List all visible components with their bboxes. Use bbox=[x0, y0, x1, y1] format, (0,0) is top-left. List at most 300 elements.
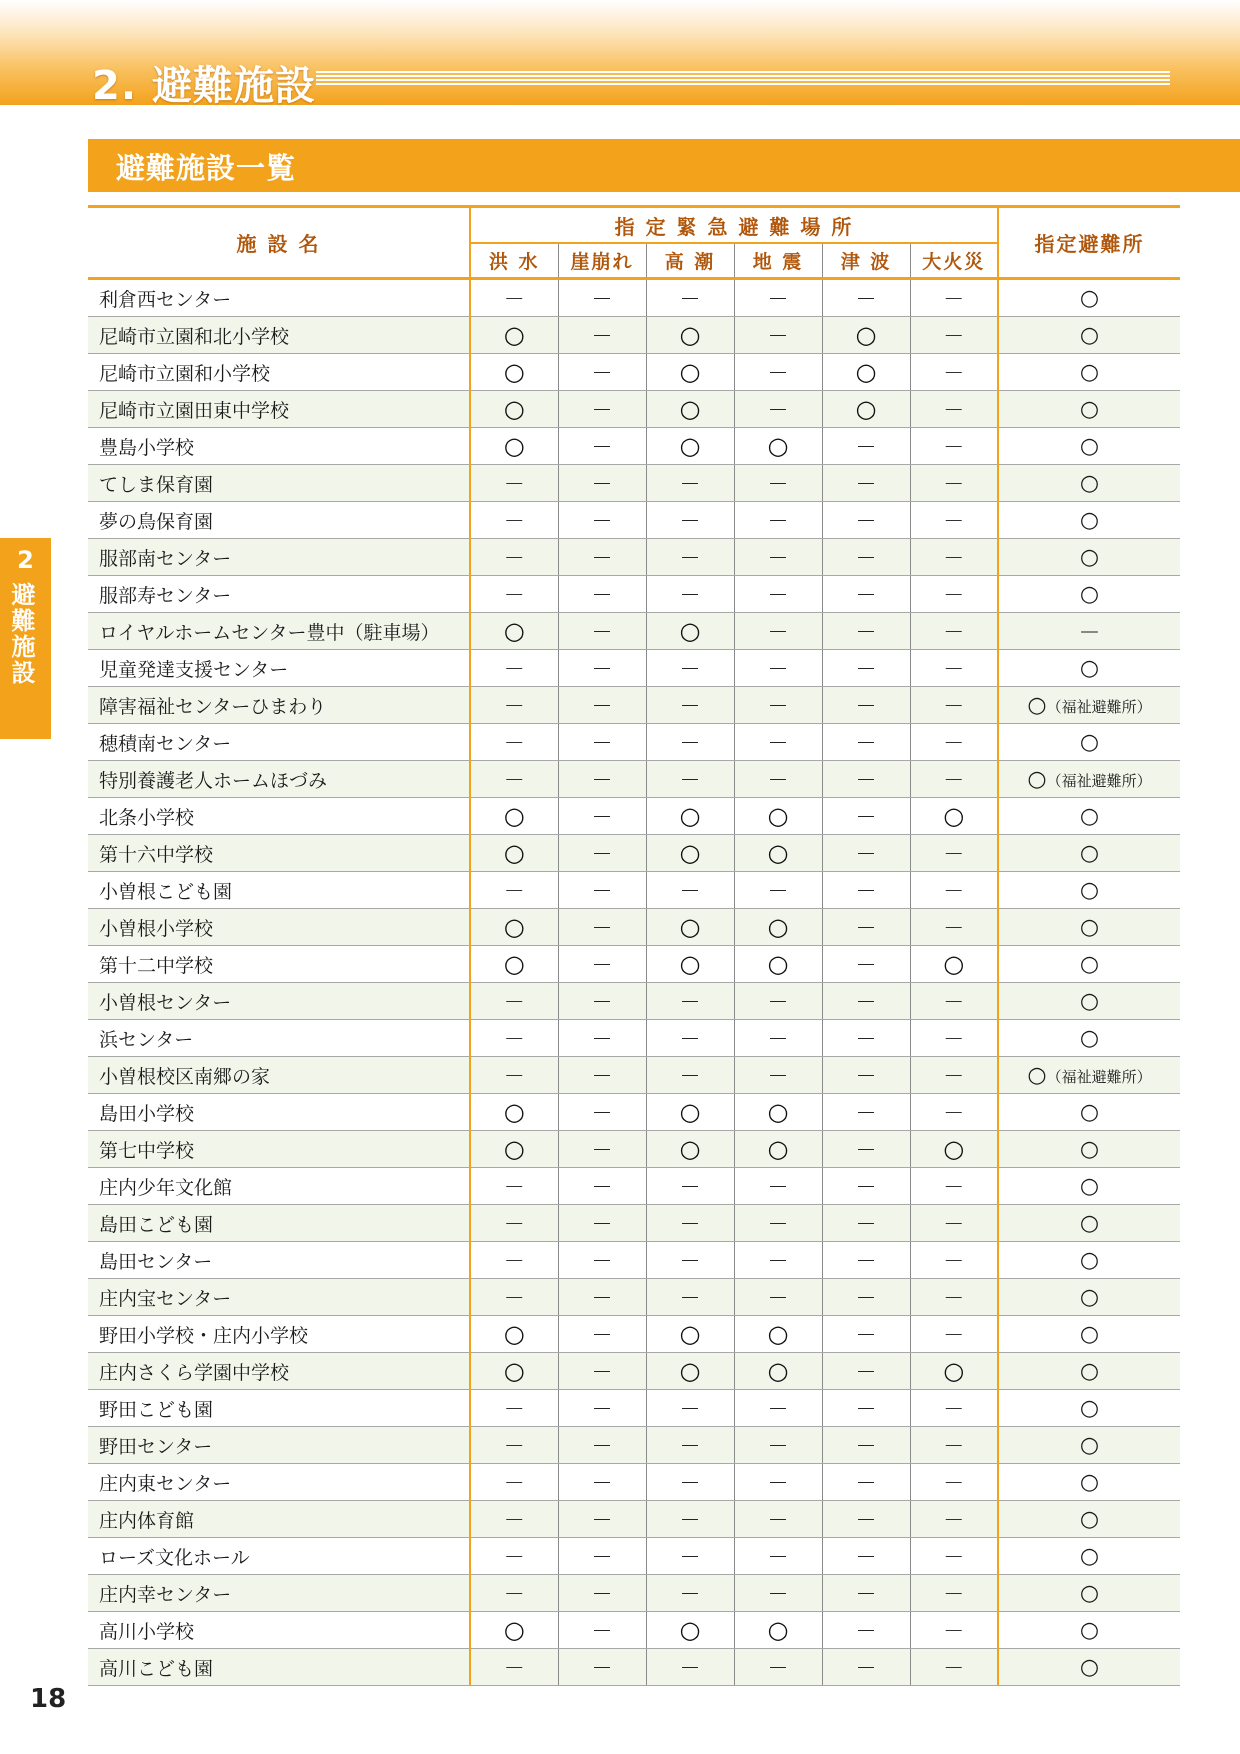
table-row bbox=[88, 909, 1180, 946]
chapter-label: 避難施設 bbox=[7, 582, 35, 686]
designated-symbol: ○ bbox=[1079, 1469, 1100, 1495]
designated-shelter-mark bbox=[998, 798, 1180, 835]
hazard-mark: － bbox=[822, 835, 910, 872]
designated-symbol: ○ bbox=[1079, 1136, 1100, 1162]
hazard-mark: － bbox=[470, 1427, 558, 1464]
hazard-mark: ○ bbox=[470, 428, 558, 465]
hazard-mark: ○ bbox=[646, 391, 734, 428]
hazard-mark: － bbox=[470, 872, 558, 909]
designated-symbol: ○ bbox=[1079, 1321, 1100, 1347]
table-row bbox=[88, 1205, 1180, 1242]
designated-shelter-mark bbox=[998, 1094, 1180, 1131]
hazard-mark: － bbox=[734, 539, 822, 576]
hazard-mark: － bbox=[734, 1649, 822, 1686]
hazard-header: 大火災 bbox=[910, 243, 998, 279]
hazard-mark: － bbox=[558, 1575, 646, 1612]
hazard-header: 津 波 bbox=[822, 243, 910, 279]
hazard-mark: ○ bbox=[646, 946, 734, 983]
facility-name: 小曽根校区南郷の家 bbox=[88, 1057, 470, 1094]
designated-symbol: ○ bbox=[1079, 1025, 1100, 1051]
hazard-mark: － bbox=[734, 391, 822, 428]
hazard-mark: － bbox=[646, 279, 734, 317]
hazard-mark: － bbox=[734, 1057, 822, 1094]
table-row bbox=[88, 428, 1180, 465]
hazard-mark: ○ bbox=[646, 354, 734, 391]
hazard-mark: － bbox=[558, 1390, 646, 1427]
hazard-mark: － bbox=[822, 465, 910, 502]
hazard-mark: ○ bbox=[646, 317, 734, 354]
hazard-mark: － bbox=[822, 1242, 910, 1279]
hazard-mark: － bbox=[734, 1168, 822, 1205]
facility-name: 服部南センター bbox=[88, 539, 470, 576]
facility-name: 庄内幸センター bbox=[88, 1575, 470, 1612]
hazard-mark: － bbox=[734, 576, 822, 613]
hazard-mark: － bbox=[910, 650, 998, 687]
hazard-mark: ○ bbox=[470, 835, 558, 872]
hazard-mark: － bbox=[910, 761, 998, 798]
table-row bbox=[88, 1427, 1180, 1464]
hazard-mark: － bbox=[646, 983, 734, 1020]
table-row bbox=[88, 1242, 1180, 1279]
hazard-mark: ○ bbox=[734, 798, 822, 835]
table-row bbox=[88, 1057, 1180, 1094]
hazard-mark: ○ bbox=[646, 798, 734, 835]
designated-shelter-mark bbox=[998, 1205, 1180, 1242]
hazard-header: 洪 水 bbox=[470, 243, 558, 279]
table-row bbox=[88, 354, 1180, 391]
hazard-mark: － bbox=[822, 983, 910, 1020]
hazard-mark: － bbox=[646, 687, 734, 724]
hazard-mark: － bbox=[822, 279, 910, 317]
hazard-mark: － bbox=[734, 354, 822, 391]
hazard-mark: － bbox=[910, 1168, 998, 1205]
hazard-mark: － bbox=[822, 1390, 910, 1427]
hazard-mark: ○ bbox=[470, 613, 558, 650]
designated-symbol: ○ bbox=[1079, 914, 1100, 940]
hazard-mark: － bbox=[910, 1279, 998, 1316]
designated-symbol: ○ bbox=[1079, 1358, 1100, 1384]
hazard-mark: － bbox=[558, 946, 646, 983]
hazard-mark: ○ bbox=[470, 946, 558, 983]
emergency-area-header: 指 定 緊 急 避 難 場 所 bbox=[470, 207, 998, 244]
table-row bbox=[88, 613, 1180, 650]
hazard-mark: － bbox=[470, 1020, 558, 1057]
hazard-mark: ○ bbox=[822, 354, 910, 391]
designated-shelter-mark bbox=[998, 872, 1180, 909]
hazard-mark: － bbox=[558, 1427, 646, 1464]
hazard-mark: － bbox=[470, 465, 558, 502]
hazard-mark: － bbox=[646, 872, 734, 909]
hazard-mark: ○ bbox=[646, 909, 734, 946]
facility-name: 服部寿センター bbox=[88, 576, 470, 613]
hazard-mark: ○ bbox=[646, 1131, 734, 1168]
hazard-mark: － bbox=[646, 1575, 734, 1612]
hazard-header: 地 震 bbox=[734, 243, 822, 279]
designated-symbol: ○ bbox=[1079, 433, 1100, 459]
hazard-mark: － bbox=[646, 1242, 734, 1279]
hazard-mark: － bbox=[558, 1612, 646, 1649]
hazard-mark: ○ bbox=[470, 1612, 558, 1649]
designated-shelter-mark bbox=[998, 539, 1180, 576]
facility-name: てしま保育園 bbox=[88, 465, 470, 502]
hazard-mark: － bbox=[470, 1242, 558, 1279]
hazard-mark: － bbox=[558, 1353, 646, 1390]
hazard-mark: － bbox=[470, 650, 558, 687]
hazard-mark: － bbox=[558, 1168, 646, 1205]
designated-shelter-mark bbox=[998, 1353, 1180, 1390]
hazard-mark: － bbox=[822, 428, 910, 465]
hazard-mark: ○ bbox=[646, 1094, 734, 1131]
hazard-mark: － bbox=[558, 1205, 646, 1242]
designated-shelter-mark bbox=[998, 650, 1180, 687]
facility-name: 高川小学校 bbox=[88, 1612, 470, 1649]
facility-name: 野田小学校・庄内小学校 bbox=[88, 1316, 470, 1353]
table-row bbox=[88, 279, 1180, 317]
hazard-mark: ○ bbox=[470, 1094, 558, 1131]
hazard-mark: － bbox=[646, 1390, 734, 1427]
hazard-mark: － bbox=[734, 502, 822, 539]
hazard-mark: － bbox=[558, 1057, 646, 1094]
hazard-mark: － bbox=[470, 1057, 558, 1094]
hazard-mark: － bbox=[822, 1094, 910, 1131]
hazard-mark: － bbox=[470, 539, 558, 576]
hazard-mark: － bbox=[558, 613, 646, 650]
hazard-mark: － bbox=[470, 983, 558, 1020]
hazard-mark: － bbox=[558, 428, 646, 465]
hazard-mark: － bbox=[646, 1020, 734, 1057]
facility-name: 障害福祉センターひまわり bbox=[88, 687, 470, 724]
facility-name: 高川こども園 bbox=[88, 1649, 470, 1686]
hazard-mark: － bbox=[910, 1242, 998, 1279]
hazard-mark: － bbox=[558, 724, 646, 761]
hazard-mark: ○ bbox=[646, 1612, 734, 1649]
hazard-mark: － bbox=[822, 1168, 910, 1205]
designated-shelter-mark bbox=[998, 391, 1180, 428]
hazard-mark: － bbox=[470, 576, 558, 613]
hazard-mark: － bbox=[910, 354, 998, 391]
hazard-mark: － bbox=[470, 724, 558, 761]
hazard-mark: － bbox=[734, 761, 822, 798]
designated-symbol: － bbox=[1078, 620, 1101, 646]
hazard-mark: － bbox=[470, 761, 558, 798]
title-rule bbox=[316, 71, 1170, 87]
facility-name: 庄内少年文化館 bbox=[88, 1168, 470, 1205]
designated-symbol: ○ bbox=[1079, 322, 1100, 348]
designated-symbol: ○ bbox=[1079, 581, 1100, 607]
hazard-mark: ○ bbox=[646, 1316, 734, 1353]
hazard-mark: － bbox=[910, 465, 998, 502]
hazard-mark: － bbox=[558, 798, 646, 835]
hazard-mark: － bbox=[558, 1020, 646, 1057]
hazard-mark: － bbox=[822, 1205, 910, 1242]
designated-symbol: ○ bbox=[1079, 470, 1100, 496]
table-row bbox=[88, 1316, 1180, 1353]
hazard-mark: ○ bbox=[470, 391, 558, 428]
table-row bbox=[88, 1279, 1180, 1316]
hazard-mark: － bbox=[646, 539, 734, 576]
hazard-mark: － bbox=[646, 724, 734, 761]
hazard-mark: － bbox=[558, 1094, 646, 1131]
facility-name-header: 施 設 名 bbox=[88, 207, 470, 279]
facility-name: 北条小学校 bbox=[88, 798, 470, 835]
hazard-mark: － bbox=[910, 687, 998, 724]
hazard-mark: － bbox=[822, 576, 910, 613]
facility-name: 利倉西センター bbox=[88, 279, 470, 317]
hazard-mark: － bbox=[910, 1649, 998, 1686]
hazard-mark: － bbox=[910, 724, 998, 761]
facility-name: 尼崎市立園和北小学校 bbox=[88, 317, 470, 354]
designated-shelter-mark bbox=[998, 279, 1180, 317]
hazard-mark: － bbox=[558, 1501, 646, 1538]
designated-shelter-mark bbox=[998, 1279, 1180, 1316]
hazard-mark: － bbox=[822, 724, 910, 761]
hazard-mark: － bbox=[558, 317, 646, 354]
hazard-mark: － bbox=[558, 279, 646, 317]
table-row bbox=[88, 391, 1180, 428]
hazard-mark: － bbox=[822, 761, 910, 798]
hazard-mark: － bbox=[470, 1464, 558, 1501]
hazard-mark: － bbox=[822, 1538, 910, 1575]
hazard-mark: ○ bbox=[734, 1612, 822, 1649]
hazard-mark: － bbox=[734, 1279, 822, 1316]
designated-symbol: ○ bbox=[1079, 1099, 1100, 1125]
hazard-mark: － bbox=[910, 1464, 998, 1501]
hazard-mark: － bbox=[910, 1316, 998, 1353]
hazard-mark: － bbox=[910, 1094, 998, 1131]
hazard-mark: － bbox=[470, 687, 558, 724]
hazard-mark: － bbox=[470, 1538, 558, 1575]
hazard-mark: ○ bbox=[470, 1316, 558, 1353]
facility-name: 尼崎市立園和小学校 bbox=[88, 354, 470, 391]
table-row bbox=[88, 798, 1180, 835]
hazard-mark: － bbox=[734, 1464, 822, 1501]
hazard-mark: － bbox=[734, 650, 822, 687]
hazard-mark: － bbox=[646, 1279, 734, 1316]
facility-name: 特別養護老人ホームほづみ bbox=[88, 761, 470, 798]
hazard-mark: ○ bbox=[910, 1353, 998, 1390]
designated-symbol: ○ bbox=[1079, 840, 1100, 866]
table-row bbox=[88, 1353, 1180, 1390]
table-row bbox=[88, 1390, 1180, 1427]
hazard-mark: ○ bbox=[734, 909, 822, 946]
table-row bbox=[88, 835, 1180, 872]
hazard-mark: － bbox=[470, 1575, 558, 1612]
section-title: 2. 避難施設 bbox=[92, 63, 316, 109]
facility-name: 庄内東センター bbox=[88, 1464, 470, 1501]
hazard-mark: － bbox=[822, 613, 910, 650]
hazard-mark: － bbox=[646, 1501, 734, 1538]
table-row bbox=[88, 1094, 1180, 1131]
designated-symbol: ○ bbox=[1079, 1617, 1100, 1643]
hazard-mark: － bbox=[910, 1205, 998, 1242]
hazard-mark: － bbox=[822, 502, 910, 539]
facility-name: 庄内体育館 bbox=[88, 1501, 470, 1538]
hazard-mark: － bbox=[822, 1316, 910, 1353]
hazard-mark: ○ bbox=[646, 835, 734, 872]
designated-symbol: ○ bbox=[1027, 766, 1047, 792]
hazard-mark: － bbox=[910, 1538, 998, 1575]
designated-shelter-mark bbox=[998, 1427, 1180, 1464]
hazard-mark: ○ bbox=[734, 1094, 822, 1131]
hazard-mark: － bbox=[558, 909, 646, 946]
hazard-mark: － bbox=[558, 1131, 646, 1168]
designated-shelter-mark bbox=[998, 317, 1180, 354]
hazard-mark: ○ bbox=[910, 1131, 998, 1168]
hazard-mark: ○ bbox=[646, 1353, 734, 1390]
hazard-mark: － bbox=[910, 613, 998, 650]
designated-symbol: ○ bbox=[1079, 1247, 1100, 1273]
designated-shelter-mark bbox=[998, 1316, 1180, 1353]
designated-symbol: ○ bbox=[1079, 1543, 1100, 1569]
hazard-mark: － bbox=[734, 1538, 822, 1575]
table-row bbox=[88, 1649, 1180, 1686]
designated-shelter-mark bbox=[998, 502, 1180, 539]
hazard-mark: － bbox=[558, 761, 646, 798]
designated-shelter-mark bbox=[998, 1575, 1180, 1612]
designated-symbol: ○ bbox=[1079, 877, 1100, 903]
hazard-mark: ○ bbox=[734, 946, 822, 983]
hazard-mark: － bbox=[910, 391, 998, 428]
hazard-mark: － bbox=[470, 1205, 558, 1242]
hazard-mark: － bbox=[822, 946, 910, 983]
hazard-mark: － bbox=[470, 502, 558, 539]
hazard-mark: － bbox=[646, 1464, 734, 1501]
hazard-mark: － bbox=[558, 465, 646, 502]
table-row bbox=[88, 465, 1180, 502]
facility-name: 尼崎市立園田東中学校 bbox=[88, 391, 470, 428]
hazard-mark: － bbox=[822, 1353, 910, 1390]
hazard-header: 高 潮 bbox=[646, 243, 734, 279]
hazard-mark: － bbox=[558, 872, 646, 909]
chapter-side-tab bbox=[0, 538, 51, 739]
facility-name: 第七中学校 bbox=[88, 1131, 470, 1168]
designated-shelter-mark bbox=[998, 724, 1180, 761]
hazard-mark: － bbox=[734, 317, 822, 354]
hazard-mark: － bbox=[910, 576, 998, 613]
hazard-mark: － bbox=[910, 1390, 998, 1427]
designated-symbol: ○ bbox=[1079, 1284, 1100, 1310]
hazard-mark: － bbox=[558, 1649, 646, 1686]
hazard-mark: － bbox=[558, 835, 646, 872]
welfare-shelter-note: （福祉避難所） bbox=[1046, 697, 1152, 716]
designated-symbol: ○ bbox=[1079, 544, 1100, 570]
hazard-mark: － bbox=[910, 1057, 998, 1094]
hazard-mark: － bbox=[910, 428, 998, 465]
designated-symbol: ○ bbox=[1079, 1580, 1100, 1606]
designated-symbol: ○ bbox=[1079, 359, 1100, 385]
hazard-mark: － bbox=[822, 1279, 910, 1316]
hazard-mark: － bbox=[822, 1649, 910, 1686]
hazard-mark: － bbox=[910, 909, 998, 946]
designated-shelter-mark bbox=[998, 428, 1180, 465]
designated-symbol: ○ bbox=[1079, 285, 1100, 311]
table-row bbox=[88, 1464, 1180, 1501]
designated-symbol: ○ bbox=[1079, 1395, 1100, 1421]
facility-name: 小曽根センター bbox=[88, 983, 470, 1020]
hazard-mark: － bbox=[734, 872, 822, 909]
designated-symbol: ○ bbox=[1079, 1210, 1100, 1236]
hazard-mark: － bbox=[734, 1427, 822, 1464]
facility-name: ロイヤルホームセンター豊中（駐車場） bbox=[88, 613, 470, 650]
hazard-mark: － bbox=[822, 1575, 910, 1612]
hazard-mark: － bbox=[734, 613, 822, 650]
facility-name: 第十六中学校 bbox=[88, 835, 470, 872]
hazard-mark: － bbox=[910, 1501, 998, 1538]
hazard-mark: － bbox=[822, 909, 910, 946]
hazard-mark: ○ bbox=[734, 1353, 822, 1390]
table-row bbox=[88, 539, 1180, 576]
hazard-mark: ○ bbox=[646, 613, 734, 650]
table-row bbox=[88, 946, 1180, 983]
table-row bbox=[88, 724, 1180, 761]
shelter-table bbox=[88, 205, 1180, 1686]
hazard-mark: － bbox=[470, 1279, 558, 1316]
hazard-mark: ○ bbox=[646, 428, 734, 465]
designated-shelter-header: 指定避難所 bbox=[998, 207, 1180, 279]
table-row bbox=[88, 650, 1180, 687]
facility-name: 豊島小学校 bbox=[88, 428, 470, 465]
hazard-mark: － bbox=[734, 983, 822, 1020]
hazard-mark: － bbox=[470, 1649, 558, 1686]
hazard-mark: － bbox=[646, 502, 734, 539]
hazard-mark: － bbox=[910, 539, 998, 576]
designated-symbol: ○ bbox=[1079, 729, 1100, 755]
hazard-mark: － bbox=[558, 576, 646, 613]
hazard-mark: － bbox=[558, 391, 646, 428]
hazard-mark: － bbox=[822, 798, 910, 835]
table-row bbox=[88, 1575, 1180, 1612]
hazard-mark: － bbox=[470, 279, 558, 317]
designated-symbol: ○ bbox=[1079, 1654, 1100, 1680]
hazard-mark: － bbox=[822, 1612, 910, 1649]
hazard-mark: － bbox=[470, 1501, 558, 1538]
facility-name: 小曽根こども園 bbox=[88, 872, 470, 909]
designated-shelter-mark bbox=[998, 909, 1180, 946]
hazard-mark: － bbox=[822, 1057, 910, 1094]
designated-symbol: ○ bbox=[1079, 655, 1100, 681]
table-row bbox=[88, 1612, 1180, 1649]
hazard-mark: － bbox=[470, 1168, 558, 1205]
hazard-mark: － bbox=[734, 1242, 822, 1279]
hazard-mark: － bbox=[734, 1575, 822, 1612]
designated-symbol: ○ bbox=[1027, 692, 1047, 718]
designated-symbol: ○ bbox=[1079, 507, 1100, 533]
designated-shelter-mark bbox=[998, 1612, 1180, 1649]
facility-name: 浜センター bbox=[88, 1020, 470, 1057]
hazard-mark: － bbox=[558, 539, 646, 576]
designated-shelter-mark bbox=[998, 1464, 1180, 1501]
table-row bbox=[88, 687, 1180, 724]
hazard-mark: － bbox=[734, 279, 822, 317]
facility-name: 島田センター bbox=[88, 1242, 470, 1279]
facility-name: 島田小学校 bbox=[88, 1094, 470, 1131]
hazard-mark: ○ bbox=[734, 1316, 822, 1353]
hazard-mark: － bbox=[646, 1168, 734, 1205]
hazard-mark: － bbox=[558, 1279, 646, 1316]
designated-shelter-mark bbox=[998, 761, 1180, 798]
hazard-mark: － bbox=[646, 576, 734, 613]
designated-shelter-mark bbox=[998, 1168, 1180, 1205]
designated-shelter-mark bbox=[998, 1501, 1180, 1538]
designated-shelter-mark bbox=[998, 1242, 1180, 1279]
hazard-mark: － bbox=[558, 687, 646, 724]
hazard-mark: － bbox=[646, 650, 734, 687]
designated-shelter-mark bbox=[998, 1390, 1180, 1427]
hazard-mark: ○ bbox=[470, 354, 558, 391]
hazard-mark: － bbox=[734, 1390, 822, 1427]
hazard-mark: ○ bbox=[470, 317, 558, 354]
table-row bbox=[88, 1131, 1180, 1168]
